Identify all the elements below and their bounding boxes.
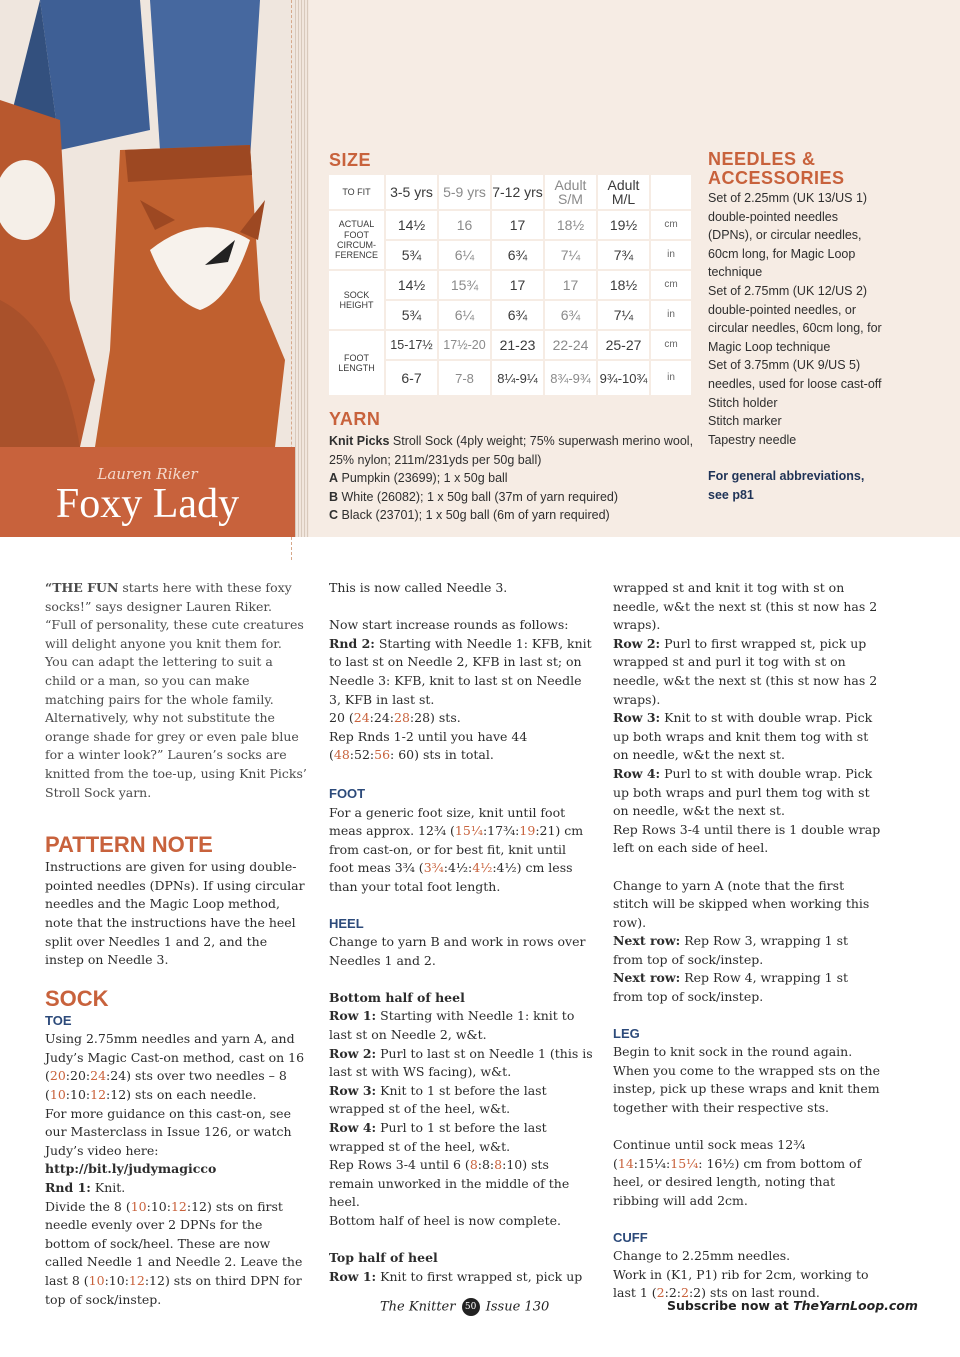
yarn-c: Black (23701); 1 x 50g ball (6m of yarn required) xyxy=(338,508,610,523)
text-run: Rep Rnds 1-2 until you have 44 ( xyxy=(329,728,528,763)
magazine-name: The Knitter xyxy=(380,1299,456,1315)
size-figure: 8 xyxy=(494,1157,503,1173)
size-figure: 10 xyxy=(130,1198,147,1214)
heel-row2 xyxy=(329,1045,593,1082)
top-heel-repeat: Rep Rows 3-4 until there is 1 double wrap left on each side of heel. xyxy=(613,821,881,856)
top-heel-row1 xyxy=(329,1268,593,1287)
unit-cell: in xyxy=(651,361,691,395)
pattern-note-heading: PATTERN NOTE xyxy=(45,832,213,858)
needle-item: Set of 2.25mm (UK 13/US 1) double-pointed needles (DPNs), or circular needles, 60cm long, for Magic Loop technique xyxy=(708,191,868,280)
foot-text xyxy=(329,804,593,897)
size-cell: 21-23 xyxy=(492,331,543,359)
yarn-key-c: C xyxy=(329,508,339,523)
foot-heading: FOOT xyxy=(329,785,366,801)
size-figure: 10 xyxy=(49,1087,66,1103)
row-key: Rnd 1: xyxy=(45,1180,91,1196)
unit-cell: cm xyxy=(651,331,691,359)
size-cell: 5¾ xyxy=(386,301,437,329)
text-run: Rep Rows 3-4 until 6 ( xyxy=(329,1157,470,1173)
text-run: :8: xyxy=(477,1157,495,1173)
size-cell: 14½ xyxy=(386,211,437,239)
size-row-to-fit xyxy=(329,175,691,209)
size-cell: 9¾-10¾ xyxy=(598,361,649,395)
row-key: Rnd 2: xyxy=(329,635,375,651)
to-fit-label: TO FIT xyxy=(329,175,384,209)
size-figure: 56 xyxy=(374,747,391,763)
size-figure: 8 xyxy=(469,1157,478,1173)
size-table xyxy=(329,175,691,397)
needle-item: Set of 2.75mm (UK 12/US 2) double-pointed needles, or circular needles, 60cm long, for Magic Loop technique xyxy=(708,283,882,354)
increase-intro: Now start increase rounds as follows: xyxy=(329,617,569,633)
size-cell: 7¾ xyxy=(598,241,649,269)
text-run: Starting with Needle 1: KFB, knit to last st on Needle 2, KFB in last st; on Needle 3: KFB, knit to last st on Needle 3, KFB in last st. xyxy=(329,635,592,707)
top-heel-heading: Top half of heel xyxy=(329,1250,438,1266)
size-figure: 2 xyxy=(681,1285,689,1301)
size-figure: 2 xyxy=(656,1285,665,1301)
pattern-title: Foxy Lady xyxy=(55,481,240,527)
text-run: :12) sts on each needle. xyxy=(106,1087,257,1103)
repeat-rounds xyxy=(329,728,593,765)
cuff-heading: CUFF xyxy=(613,1229,648,1245)
next-row-2 xyxy=(613,969,881,1006)
text-run: Knit to 1 st before the last wrapped st of the heel, w&t. xyxy=(329,1082,547,1117)
text-run: :21) cm from cast-on, or for best fit, knit until foot meas 3¾ ( xyxy=(329,823,584,876)
footer-magazine xyxy=(380,1298,549,1316)
size-cell: 15¾ xyxy=(439,271,490,299)
text-run: :12) sts on first needle evenly over 2 DPNs for the bottom of sock/heel. These are now called Needle 1 and Needle 2. Leave the last 8 ( xyxy=(45,1198,303,1288)
size-cell: 6¼ xyxy=(439,301,490,329)
text-run: Knit. xyxy=(90,1180,126,1196)
designer-name: Lauren Riker xyxy=(97,465,198,483)
text-run: :2: xyxy=(664,1285,682,1301)
text-run: : 16½) cm from bottom of heel, or desired length, noting that ribbing will add 2cm. xyxy=(613,1155,862,1208)
size-figure: 15¼ xyxy=(454,823,483,839)
text-run: Divide the 8 ( xyxy=(45,1198,131,1214)
needle3-text: This is now called Needle 3. xyxy=(329,580,508,595)
needles-list xyxy=(708,189,883,505)
toe-heading: TOE xyxy=(45,1012,72,1028)
top-heel-row3 xyxy=(613,709,881,765)
text-run: : 60) sts in total. xyxy=(390,747,494,763)
text-run: Continue until sock meas 12¾ ( xyxy=(613,1137,806,1171)
size-cell: 8¾-9¾ xyxy=(545,361,596,395)
size-cell: 6¾ xyxy=(492,301,543,329)
size-cell: 7-12 yrs xyxy=(492,175,543,209)
size-cell: Adult M/L xyxy=(598,175,649,209)
cuff-text-1: Change to 2.25mm needles. xyxy=(613,1248,791,1264)
size-figure: 12 xyxy=(128,1273,145,1288)
pattern-note-text: Instructions are given for using double-pointed needles (DPNs). If using circular needles and the Magic Loop method, note that the instructions have the heel split over Needles 1 and 2, and the instep on Needle 3. xyxy=(45,859,305,968)
size-cell: 22-24 xyxy=(545,331,596,359)
text-run: :4½: xyxy=(443,860,473,876)
abbreviations-note: For general abbreviations, see p81 xyxy=(708,469,865,502)
yarn-details xyxy=(329,432,699,525)
row-key: Row 4: xyxy=(613,765,661,781)
row-key: Row 2: xyxy=(329,1045,377,1061)
masterclass-paragraph xyxy=(45,1105,307,1179)
sock-height-label: SOCK HEIGHT xyxy=(329,271,384,329)
size-cell: 17 xyxy=(492,271,543,299)
needle-item: Stitch holder xyxy=(708,395,778,410)
leg-heading: LEG xyxy=(613,1025,640,1041)
text-run: Purl to st with double wrap. Pick up both wraps and purl them tog with st on needle, w&t the next st. xyxy=(613,765,873,819)
size-cell: 8¼-9¼ xyxy=(492,361,543,395)
size-cell: 17½-20 xyxy=(439,331,490,359)
size-cell: 7¼ xyxy=(545,241,596,269)
yarn-brand: Knit Picks xyxy=(329,434,390,448)
needles-heading: NEEDLES & ACCESSORIES xyxy=(708,149,845,188)
row-key: Row 4: xyxy=(329,1120,377,1136)
page-number: 50 xyxy=(462,1298,480,1316)
text-run: :10) sts remain unworked in the middle of the heel. xyxy=(329,1157,570,1210)
text-run: :10: xyxy=(65,1087,91,1103)
size-figure: 24 xyxy=(90,1068,107,1084)
text-run: Knit to st with double wrap. Pick up both wraps and knit them tog with st on needle, w&t the next st. xyxy=(613,710,873,763)
size-cell: 25-27 xyxy=(598,331,649,359)
size-cell: 17 xyxy=(492,211,543,239)
intro-text: starts here with these foxy socks!” says designer Lauren Riker. “Full of personality, these cute creatures will delight anyone you knit them for. You can adapt the lettering to suit a child or a man, so you can make matching pairs for the whole family. Alternatively, why not substitute the orange shade for grey or even pale blue for a winter look?” Lauren’s socks are knitted from the toe-up, using Knit Picks’ Stroll Sock yarn. xyxy=(45,580,307,800)
row-key: Next row: xyxy=(613,970,681,986)
footer-subscribe xyxy=(667,1298,918,1313)
size-cell: 6¾ xyxy=(545,301,596,329)
text-run: Rep Row 3, wrapping 1 st from top of sock/instep. xyxy=(613,933,849,967)
text-run: For more guidance on this cast-on, see our Masterclass in Issue 126, or watch Judy’s video here: xyxy=(45,1105,292,1158)
heel-row4 xyxy=(329,1119,593,1156)
text-run: Purl to 1 st before the last wrapped st of the heel, w&t. xyxy=(329,1120,547,1154)
unit-cell: in xyxy=(651,301,691,329)
sock-heading: SOCK xyxy=(45,985,109,1011)
top-heel-row2 xyxy=(613,635,881,709)
text-run: For a generic foot size, knit until foot meas approx. 12¾ ( xyxy=(329,804,566,839)
row-key: Row 1: xyxy=(329,1008,377,1024)
top-heel-row4 xyxy=(613,765,881,821)
leg-text: Begin to knit sock in the round again. When you come to the wrapped sts on the instep, pick up these wraps and knit them together with their respective sts. xyxy=(613,1044,880,1116)
text-run: :10: xyxy=(104,1273,129,1288)
size-cell: 6-7 xyxy=(386,361,437,395)
size-figure: 12 xyxy=(90,1087,107,1103)
bottom-heel-done: Bottom half of heel is now complete. xyxy=(329,1213,561,1228)
sts-count xyxy=(329,709,593,728)
size-figure: 14 xyxy=(617,1155,634,1171)
size-cell: 15-17½ xyxy=(386,331,437,359)
text-run: Purl to last st on Needle 1 (this is last st with WS facing), w&t. xyxy=(329,1045,593,1080)
unit-cell: cm xyxy=(651,271,691,299)
toe-paragraph xyxy=(45,1030,307,1104)
needle-item: Tapestry needle xyxy=(708,432,797,447)
text-run: Knit to first wrapped st, pick up xyxy=(376,1268,583,1284)
column-1 xyxy=(45,579,307,1309)
issue-number: Issue 130 xyxy=(485,1299,550,1315)
foot-length-label: FOOT LENGTH xyxy=(329,331,384,395)
text-run: :10: xyxy=(146,1198,171,1214)
size-cell: 7¼ xyxy=(598,301,649,329)
size-cell: 17 xyxy=(545,271,596,299)
heel-heading: HEEL xyxy=(329,915,364,931)
unit-cell: cm xyxy=(651,211,691,239)
continue-text xyxy=(613,1136,881,1210)
size-cell: 5¾ xyxy=(386,241,437,269)
heel-row3 xyxy=(329,1082,593,1119)
row-key: Row 2: xyxy=(613,635,661,651)
text-run: 20 ( xyxy=(329,710,354,726)
text-run: Purl to first wrapped st, pick up wrapped st and purl it tog with st on needle, w&t the next st (this st now has 2 wraps). xyxy=(613,635,878,707)
text-run: Rep Row 4, wrapping 1 st from top of sock/instep. xyxy=(613,970,849,1005)
yarn-b: White (26082); 1 x 50g ball (37m of yarn required) xyxy=(338,489,619,504)
row-key: Row 3: xyxy=(329,1082,377,1098)
bottom-heel-heading: Bottom half of heel xyxy=(329,989,465,1005)
size-group-circumference xyxy=(329,211,691,269)
size-cell: 16 xyxy=(439,211,490,239)
size-figure: 12 xyxy=(170,1198,187,1214)
column-3 xyxy=(613,579,881,1303)
text-run: :52: xyxy=(349,747,375,763)
size-cell: 7-8 xyxy=(439,361,490,395)
yarn-heading: YARN xyxy=(329,409,381,429)
column-2 xyxy=(329,579,593,1286)
text-run: :28) sts. xyxy=(409,710,461,726)
text-run: :17¾: xyxy=(482,823,520,839)
size-cell: 18½ xyxy=(598,271,649,299)
size-figure: 24 xyxy=(353,710,370,726)
size-figure: 15¼ xyxy=(670,1155,699,1171)
row-key: Next row: xyxy=(613,933,681,949)
continued-text: wrapped st and knit it tog with st on needle, w&t the next st (this st now has 2 wraps). xyxy=(613,580,878,633)
size-cell: 6¼ xyxy=(439,241,490,269)
needle-item: Stitch marker xyxy=(708,414,782,429)
size-cell: 18½ xyxy=(545,211,596,239)
text-run: :4½) cm less than your total foot length. xyxy=(329,860,573,894)
size-cell: 5-9 yrs xyxy=(439,175,490,209)
size-cell: 6¾ xyxy=(492,241,543,269)
size-figure: 28 xyxy=(394,710,410,726)
change-yarn: Change to yarn A (note that the first stitch will be skipped when working this row). xyxy=(613,877,870,930)
row-key: Row 1: xyxy=(329,1268,377,1284)
subscribe-link[interactable]: TheYarnLoop.com xyxy=(793,1298,918,1313)
size-figure: 20 xyxy=(49,1068,66,1084)
video-link[interactable]: http://bit.ly/judymagicco xyxy=(45,1161,217,1177)
heel-row1 xyxy=(329,1007,593,1044)
row-key: Row 3: xyxy=(613,710,661,726)
yarn-description: Stroll Sock (4ply weight; 75% superwash merino wool, 25% nylon; 211m/231yds per 50g ball) xyxy=(329,434,694,467)
rnd1 xyxy=(45,1179,307,1198)
text-run: Using 2.75mm needles and yarn A, and Judy’s Magic Cast-on method, cast on 16 ( xyxy=(45,1031,305,1084)
size-group-length xyxy=(329,331,691,395)
size-figure: 19 xyxy=(519,823,536,839)
intro-lead: “THE FUN xyxy=(45,580,119,595)
circumference-label: ACTUAL FOOT CIRCUM-FERENCE xyxy=(329,211,384,269)
text-run: :24: xyxy=(369,710,395,726)
size-figure: 10 xyxy=(88,1273,105,1288)
size-cell: 3-5 yrs xyxy=(386,175,437,209)
size-cell: 19½ xyxy=(598,211,649,239)
rnd2 xyxy=(329,635,593,709)
next-row-1 xyxy=(613,932,881,969)
decorative-stripe xyxy=(295,0,309,537)
heel-text: Change to yarn B and work in rows over Needles 1 and 2. xyxy=(329,934,586,968)
yarn-key-b: B xyxy=(329,489,339,504)
heel-repeat xyxy=(329,1156,593,1212)
size-cell: 14½ xyxy=(386,271,437,299)
needle-item: Set of 3.75mm (UK 9/US 5) needles, used for loose cast-off xyxy=(708,358,882,391)
size-heading: SIZE xyxy=(329,150,372,170)
text-run: :20: xyxy=(65,1068,91,1084)
text-run: Starting with Needle 1: knit to last st on Needle 2, w&t. xyxy=(329,1008,575,1043)
text-run: :12) sts on third DPN for top of sock/instep. xyxy=(45,1273,302,1307)
size-figure: 48 xyxy=(333,747,350,763)
text-run: :2) sts on last round. xyxy=(688,1285,820,1301)
yarn-a: Pumpkin (23699); 1 x 50g ball xyxy=(338,471,508,486)
text-run: Work in (K1, P1) rib for 2cm, working to last 1 ( xyxy=(613,1266,869,1301)
yarn-key-a: A xyxy=(329,471,339,486)
subscribe-text: Subscribe now at xyxy=(667,1298,794,1313)
size-figure: 4½ xyxy=(472,860,493,876)
intro-paragraph xyxy=(45,579,307,802)
unit-cell: in xyxy=(651,241,691,269)
divide-paragraph xyxy=(45,1198,307,1310)
size-figure: 3¾ xyxy=(423,860,444,876)
text-run: :24) sts over two needles – 8 ( xyxy=(45,1068,287,1103)
text-run: :15¼: xyxy=(633,1155,671,1171)
size-cell: Adult S/M xyxy=(545,175,596,209)
unit-cell-empty xyxy=(651,175,691,209)
size-group-height xyxy=(329,271,691,329)
